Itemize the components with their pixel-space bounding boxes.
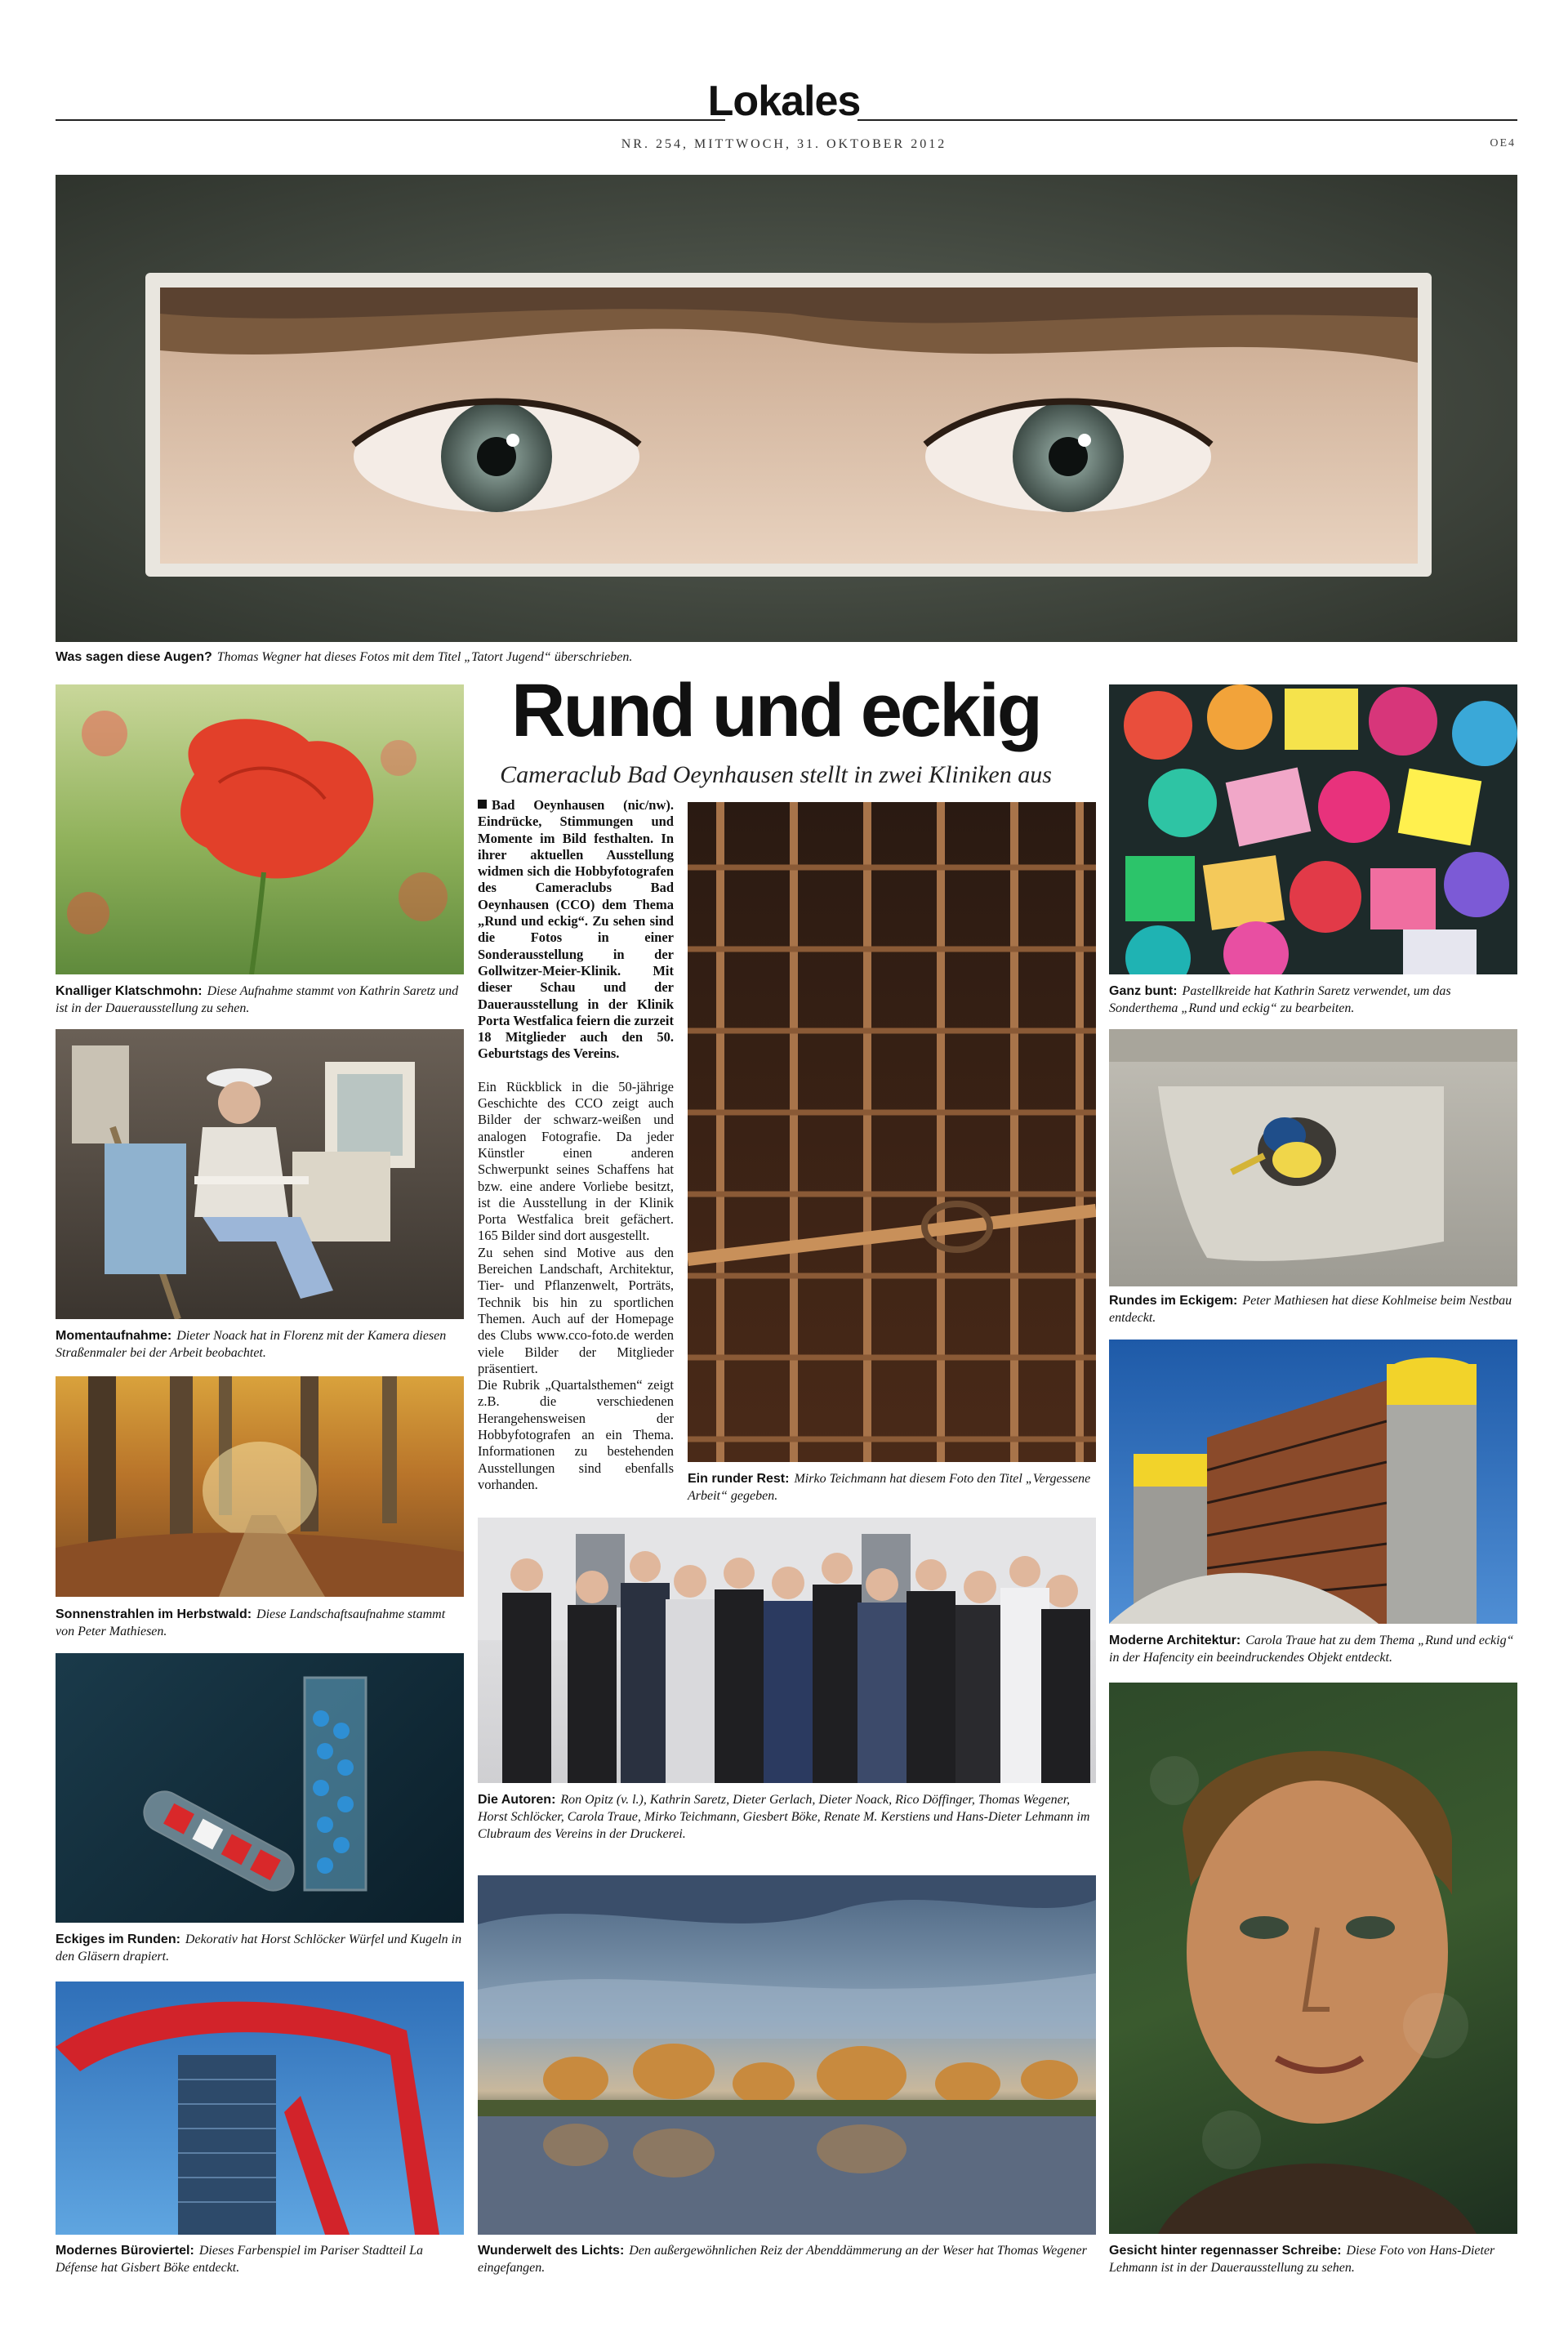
painter-illustration	[56, 1029, 464, 1319]
caption-eyes: Was sagen diese Augen? Thomas Wegner hat dieses Fotos mit dem Titel „Tatort Jugend“ überschrieben.	[56, 650, 633, 664]
article-paragraph-1: Ein Rückblick in die 50-jährige Geschichte des CCO zeigt auch Bilder der schwarz-weißen und analogen Fotografie. Da jeder Künstler einen anderen Schwerpunkt seines Schaffens hat bzw. eine andere Vorliebe besitzt, ist die Ausstellung in der Klinik Porta Westfalica breit gefächert. 165 Bilder sind dort ausgestellt.	[478, 1078, 674, 1244]
eyes-illustration	[56, 175, 1517, 642]
article-paragraph-2: Zu sehen sind Motive aus den Bereichen Landschaft, Architektur, Tier- und Pflanzenwelt, Porträts, Technik bis hin zu sportlichen Themen. Auch auf der Homepage des Clubs www.cco-foto.de werden viele Bilder der Mitglieder präsentiert.	[478, 1244, 674, 1376]
page-code: OE4	[1490, 137, 1516, 149]
photo-rebar	[688, 802, 1096, 1462]
rebar-illustration	[688, 802, 1096, 1462]
photo-chalk	[1109, 684, 1517, 974]
photo-forest	[56, 1376, 464, 1597]
article-subhead: Cameraclub Bad Oeynhausen stellt in zwei Kliniken aus	[500, 761, 1052, 788]
caption-rebar: Ein runder Rest: Mirko Teichmann hat diesem Foto den Titel „Vergessene Arbeit“ gegeben.	[688, 1472, 1091, 1503]
caption-forest: Sonnenstrahlen im Herbstwald: Diese Landschaftsaufnahme stammt von Peter Mathiesen.	[56, 1607, 446, 1638]
photo-bird	[1109, 1029, 1517, 1286]
lead-square-icon	[478, 800, 487, 809]
bird-illustration	[1109, 1029, 1517, 1286]
caption-glass: Eckiges im Runden: Dekorativ hat Horst Schlöcker Würfel und Kugeln in den Gläsern drapiert.	[56, 1932, 462, 1964]
architecture-illustration	[1109, 1340, 1517, 1624]
caption-painter: Momentaufnahme: Dieter Noack hat in Florenz mit der Kamera diesen Straßenmaler bei der Arbeit beobachtet.	[56, 1329, 447, 1360]
photo-portrait	[1109, 1683, 1517, 2234]
caption-portrait: Gesicht hinter regennasser Schreibe: Diese Foto von Hans-Dieter Lehmann ist in der Dauerausstellung zu sehen.	[1109, 2244, 1495, 2275]
article-headline: Rund und eckig	[511, 669, 1040, 752]
caption-chalk: Ganz bunt: Pastellkreide hat Kathrin Saretz verwendet, um das Sonderthema „Rund und eckig“ zu bearbeiten.	[1109, 984, 1451, 1015]
poppy-illustration	[56, 684, 464, 974]
photo-painter	[56, 1029, 464, 1319]
article-paragraph-3: Die Rubrik „Quartalsthemen“ zeigt z.B. die verschiedenen Herangehensweisen der Hobbyfotografen an ein Thema. Informationen zu bestehenden Ausstellungen sind ebenfalls vorhanden.	[478, 1377, 674, 1492]
forest-illustration	[56, 1376, 464, 1597]
dateline: NR. 254, MITTWOCH, 31. OKTOBER 2012	[621, 137, 947, 151]
glass-illustration	[56, 1653, 464, 1923]
group-illustration	[478, 1518, 1096, 1783]
photo-river	[478, 1875, 1096, 2235]
caption-poppy: Knalliger Klatschmohn: Diese Aufnahme stammt von Kathrin Saretz und ist in der Dauerausstellung zu sehen.	[56, 984, 459, 1015]
chalk-illustration	[1109, 684, 1517, 974]
photo-group	[478, 1518, 1096, 1783]
photo-architecture	[1109, 1340, 1517, 1624]
photo-glass	[56, 1653, 464, 1923]
caption-architecture: Moderne Architektur: Carola Traue hat zu dem Thema „Rund und eckig“ in der Hafencity ein beeindruckendes Objekt entdeckt.	[1109, 1634, 1514, 1665]
caption-group: Die Autoren: Ron Opitz (v. l.), Kathrin Saretz, Dieter Gerlach, Dieter Noack, Rico Döffinger, Thomas Wegener, Horst Schlöcker, Carola Traue, Mirko Teichmann, Giesbert Böke, Renate M. Kerstiens und Hans-Dieter Lehmann im Clubraum des Vereins in der Druckerei.	[478, 1793, 1090, 1841]
caption-bird: Rundes im Eckigem: Peter Mathiesen hat diese Kohlmeise beim Nestbau entdeckt.	[1109, 1294, 1512, 1325]
photo-office	[56, 1982, 464, 2235]
section-title: Lokales	[707, 78, 861, 125]
caption-office: Modernes Büroviertel: Dieses Farbenspiel im Pariser Stadtteil La Défense hat Gisbert Böke entdeckt.	[56, 2244, 424, 2275]
article-body	[478, 797, 674, 1493]
article-lead: Bad Oeynhausen (nic/nw). Eindrücke, Stimmungen und Momente im Bild festhalten. In ihrer aktuellen Ausstellung widmen sich die Hobbyfotografen des Cameraclubs Bad Oeynhausen (CCO) dem Thema „Rund und eckig“. Zu sehen sind die Fotos in einer Sonderausstellung in der Gollwitzer-Meier-Klinik. Mit dieser Schau und der Dauerausstellung in der Klinik Porta Westfalica feiern die zurzeit 18 Mitglieder auch den 50. Geburtstags des Vereins.	[478, 797, 674, 1062]
portrait-illustration	[1109, 1683, 1517, 2234]
office-illustration	[56, 1982, 464, 2235]
photo-eyes	[56, 175, 1517, 642]
river-illustration	[478, 1875, 1096, 2235]
photo-poppy	[56, 684, 464, 974]
caption-river: Wunderwelt des Lichts: Den außergewöhnlichen Reiz der Abenddämmerung an der Weser hat Thomas Wegener eingefangen.	[478, 2244, 1087, 2275]
